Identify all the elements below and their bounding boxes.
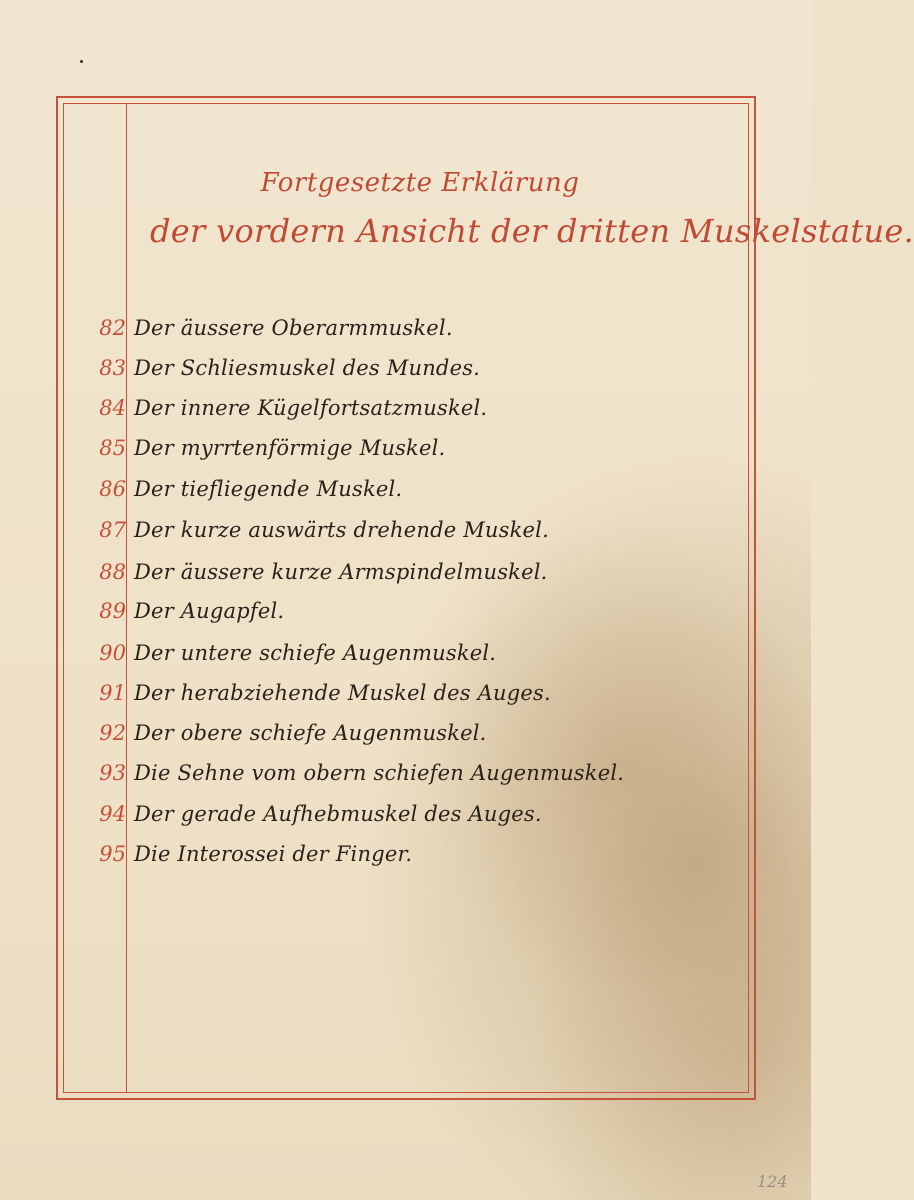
list-item xyxy=(0,717,811,757)
entry-number: 85 xyxy=(99,436,126,460)
entry-text: Der Schliesmuskel des Mundes. xyxy=(134,356,481,380)
list-item xyxy=(0,838,811,878)
entry-number: 82 xyxy=(99,316,126,340)
folio-number: 124 xyxy=(757,1172,788,1191)
entry-number: 90 xyxy=(99,641,126,665)
entry-text: Der untere schiefe Augenmuskel. xyxy=(134,641,497,665)
entry-text: Die Interossei der Finger. xyxy=(134,842,413,866)
list-item xyxy=(0,432,811,472)
list-item xyxy=(0,514,811,554)
heading-line-2: der vordern Ansicht der dritten Muskelstatue. xyxy=(150,212,914,250)
entry-number: 83 xyxy=(99,356,126,380)
entry-number: 86 xyxy=(99,477,126,501)
entry-number: 91 xyxy=(99,681,126,705)
entry-number: 94 xyxy=(99,802,126,826)
list-item xyxy=(0,637,811,677)
entry-text: Der äussere Oberarmmuskel. xyxy=(134,316,453,340)
entry-text: Der tiefliegende Muskel. xyxy=(134,477,403,501)
entry-number: 87 xyxy=(99,518,126,542)
list-item xyxy=(0,392,811,432)
list-item xyxy=(0,798,811,838)
entry-text: Der äussere kurze Armspindelmuskel. xyxy=(134,560,548,584)
entry-text: Der myrrtenförmige Muskel. xyxy=(134,436,446,460)
entry-text: Die Sehne vom obern schiefen Augenmuskel. xyxy=(134,761,625,785)
entry-number: 95 xyxy=(99,842,126,866)
entry-text: Der innere Kügelfortsatzmuskel. xyxy=(134,396,488,420)
entry-text: Der kurze auswärts drehende Muskel. xyxy=(134,518,549,542)
entry-text: Der obere schiefe Augenmuskel. xyxy=(134,721,487,745)
entry-text: Der herabziehende Muskel des Auges. xyxy=(134,681,551,705)
list-item xyxy=(0,556,811,596)
entry-number: 92 xyxy=(99,721,126,745)
heading-line-1: Fortgesetzte Erklärung xyxy=(260,168,580,198)
entry-number: 93 xyxy=(99,761,126,785)
list-item xyxy=(0,352,811,392)
entry-number: 84 xyxy=(99,396,126,420)
entry-text: Der gerade Aufhebmuskel des Auges. xyxy=(134,802,542,826)
entry-text: Der Augapfel. xyxy=(134,599,285,623)
list-item xyxy=(0,677,811,717)
list-item xyxy=(0,473,811,513)
entry-number: 89 xyxy=(99,599,126,623)
list-item xyxy=(0,312,811,352)
list-item xyxy=(0,595,811,635)
entry-number: 88 xyxy=(99,560,126,584)
list-item xyxy=(0,757,811,797)
